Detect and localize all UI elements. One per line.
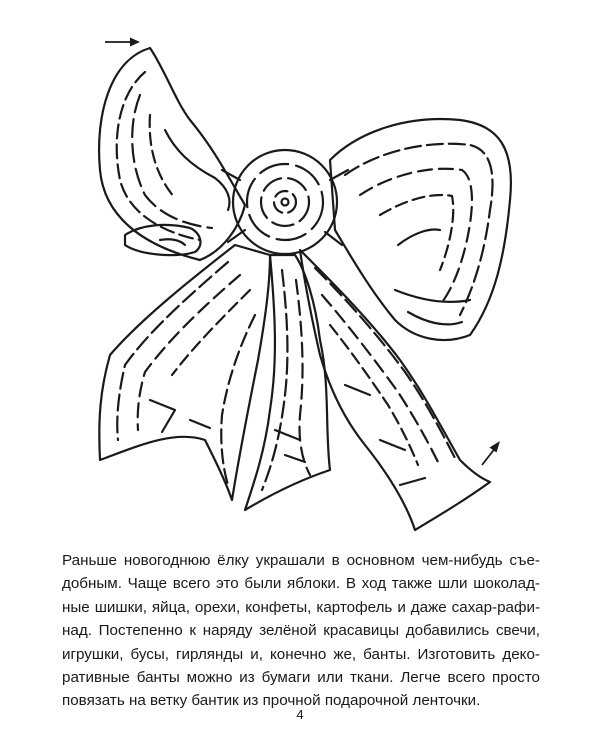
story-line: игрушки, бусы, гирлянды и, конечно же, банты. Изготовить деко-: [62, 645, 540, 663]
story-paragraph: [62, 549, 540, 713]
story-line: повязать на ветку бантик из прочной подарочной ленточки.: [62, 692, 481, 710]
bow-right-loop: [330, 119, 511, 340]
arrow-right-icon: [105, 38, 140, 47]
story-line: Раньше новогоднюю ёлку украшали в основном чем-нибудь съе-: [62, 552, 540, 569]
story-line: ные шишки, яйца, орехи, конфеты, картофель и даже сахар-рафи-: [62, 598, 540, 616]
bow-middle-tail: [245, 255, 330, 510]
bow-left-tail: [99, 245, 270, 500]
bow-right-tail: [300, 250, 490, 530]
story-line: над. Постепенно к наряду зелёной красавицы добавились свечи,: [62, 622, 540, 640]
story-line: ративные банты можно из бумаги или ткани. Легче всего просто: [62, 669, 540, 687]
arrow-up-right-icon: [482, 441, 500, 465]
page-number: 4: [296, 707, 304, 722]
bow-center-knot: [222, 150, 348, 254]
story-line: добным. Чаще всего это были яблоки. В ход также шли шоколад-: [62, 575, 540, 593]
bow-left-loop: [99, 48, 245, 260]
